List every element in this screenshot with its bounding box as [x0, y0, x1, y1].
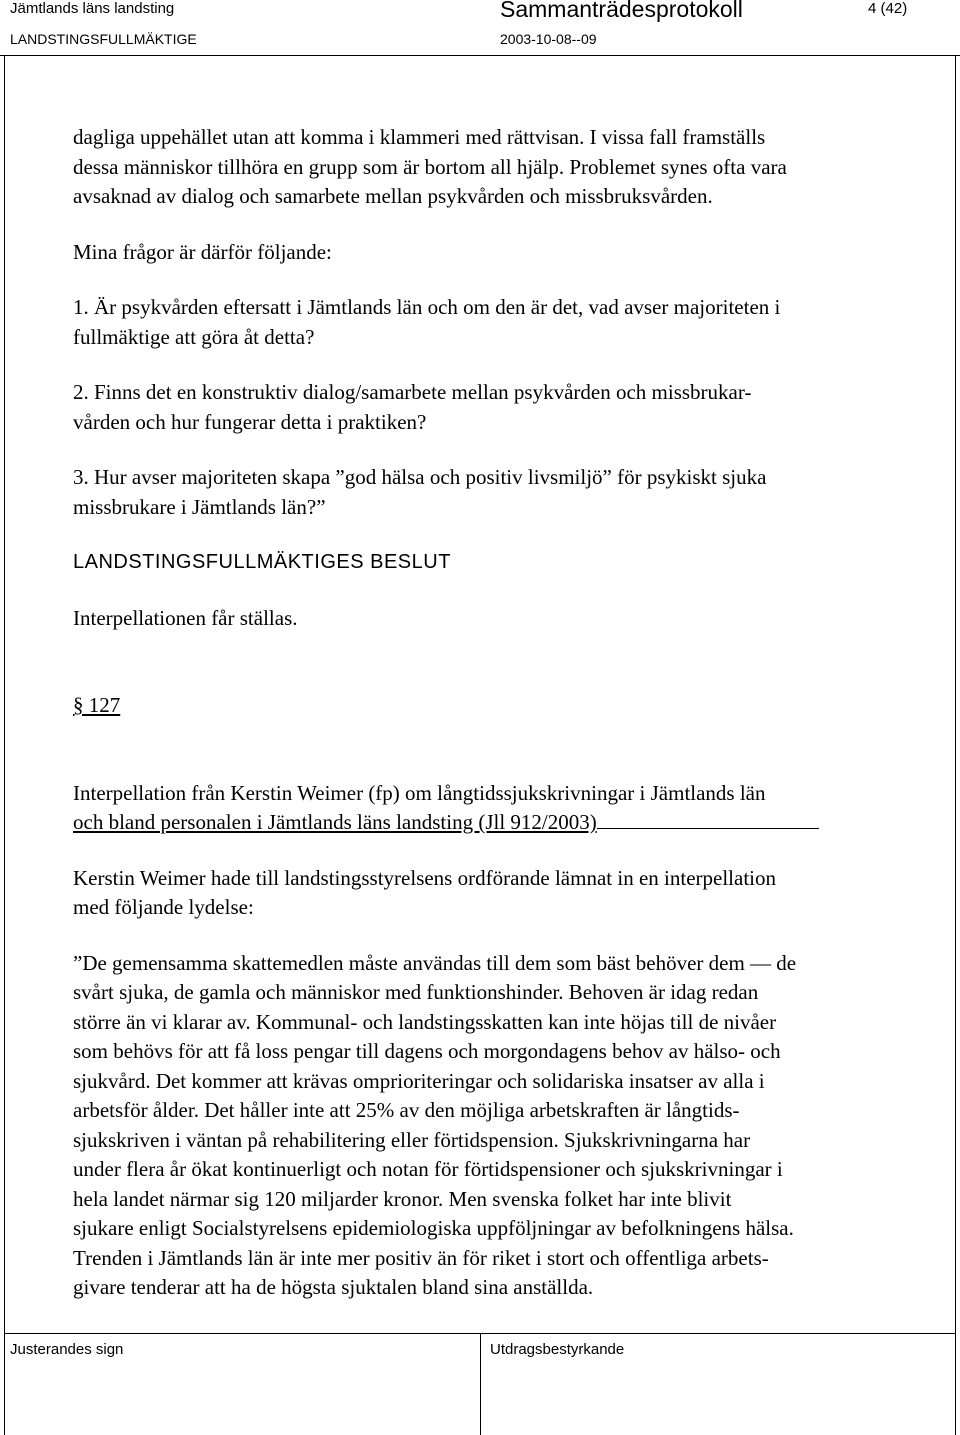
right-margin-line: [955, 56, 956, 1334]
footer-signature-label: Justerandes sign: [10, 1341, 124, 1358]
question-3-line: 3. Hur avser majoriteten skapa ”god hälsa och positiv livsmiljö” för psykiskt sjuka: [73, 465, 767, 489]
quote-line: under flera år ökat kontinuerligt och notan för förtidspensioner och sjukskrivningar i: [73, 1157, 783, 1181]
footer-right-border: [955, 1334, 956, 1435]
question-1-line: 1. Är psykvården eftersatt i Jämtlands län och om den är det, vad avser majoriteten i: [73, 295, 781, 319]
quote-line: givare tenderar att ha de högsta sjuktalen bland sina anställda.: [73, 1275, 594, 1299]
section-title-line: [73, 808, 933, 838]
quote-line: större än vi klarar av. Kommunal- och landstingsskatten kan inte höjas till de nivåer: [73, 1009, 777, 1034]
decision-heading: LANDSTINGSFULLMÄKTIGES BESLUT: [73, 551, 451, 573]
header-body: LANDSTINGSFULLMÄKTIGE: [10, 31, 197, 47]
intro-line: dessa människor tillhöra en grupp som är bortom all hjälp. Problemet synes ofta vara: [73, 154, 787, 179]
title-underline-fill: [597, 808, 819, 829]
quote-line: sjukvård. Det kommer att krävas omprioriteringar och solidariska insatser av alla i: [73, 1068, 765, 1093]
footer-certification-label: Utdragsbestyrkande: [490, 1341, 625, 1358]
quote-line: som behövs för att få loss pengar till dagens och morgondagens behov av hälso- och: [73, 1039, 781, 1063]
header-rule: [0, 55, 960, 56]
decision-text: Interpellationen får ställas.: [73, 605, 298, 630]
header-document-type: Sammanträdesprotokoll: [500, 0, 743, 22]
submission-line: med följande lydelse:: [73, 895, 254, 919]
intro-line: dagliga uppehället utan att komma i klammeri med rättvisan. I vissa fall framställs: [73, 125, 766, 149]
question-2-line: vården och hur fungerar detta i praktiken?: [73, 409, 427, 434]
question-1-line: fullmäktige att göra åt detta?: [73, 324, 315, 349]
section-title-line: Interpellation från Kerstin Weimer (fp) om långtidssjukskrivningar i Jämtlands län: [73, 780, 766, 805]
header-organization: Jämtlands läns landsting: [10, 0, 175, 17]
document-body: [73, 123, 933, 1303]
quote-line: hela landet närmar sig 120 miljarder kronor. Men svenska folket har inte blivit: [73, 1186, 732, 1211]
quote-line: arbetsför ålder. Det håller inte att 25% av den möjliga arbetskraften är långtids-: [73, 1098, 740, 1122]
quote-line: svårt sjuka, de gamla och människor med funktionshinder. Behoven är idag redan: [73, 980, 759, 1004]
left-margin-line: [4, 56, 5, 1334]
questions-lead: Mina frågor är därför följande:: [73, 239, 332, 264]
header-page-number: 4 (42): [868, 0, 908, 17]
footer-left-border: [4, 1334, 5, 1435]
question-2-line: 2. Finns det en konstruktiv dialog/samarbete mellan psykvården och missbrukar-: [73, 380, 752, 404]
submission-line: Kerstin Weimer hade till landstingsstyrelsens ordförande lämnat in en interpellation: [73, 865, 776, 890]
quote-line: sjukskriven i väntan på rehabilitering eller förtidspension. Sjukskrivningarna har: [73, 1127, 751, 1152]
quote-line: Trenden i Jämtlands län är inte mer positiv än för riket i stort och offentliga arbets-: [73, 1245, 769, 1270]
header-date: 2003-10-08--09: [500, 31, 597, 47]
question-3-line: missbrukare i Jämtlands län?”: [73, 494, 326, 519]
quote-line: sjukare enligt Socialstyrelsens epidemiologiska uppföljningar av befolkningens hälsa.: [73, 1216, 794, 1240]
intro-line: avsaknad av dialog och samarbete mellan psykvården och missbruksvården.: [73, 184, 713, 208]
quote-line: ”De gemensamma skattemedlen måste användas till dem som bäst behöver dem — de: [73, 950, 797, 975]
section-title-text: och bland personalen i Jämtlands läns landsting (Jll 912/2003): [73, 810, 597, 834]
footer-divider: [480, 1334, 481, 1435]
section-number-text: § 127: [73, 693, 121, 717]
section-number: [73, 691, 933, 721]
